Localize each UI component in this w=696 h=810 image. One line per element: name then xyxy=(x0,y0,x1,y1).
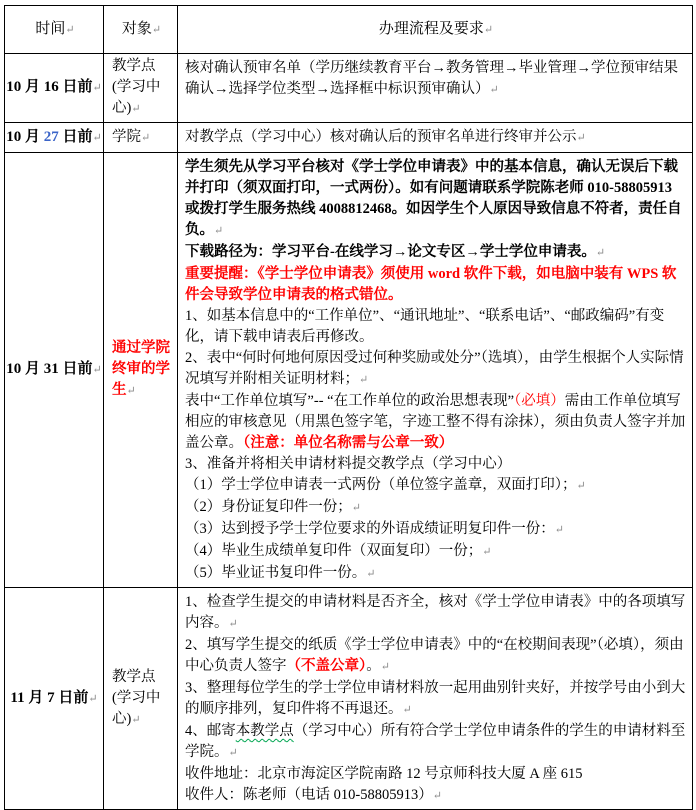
pilcrow-mark: ↵ xyxy=(380,661,390,673)
text-segment: （必填） xyxy=(514,393,565,409)
paragraph xyxy=(185,678,687,721)
text-segment: （1）学士学位申请表一式两份（单位签字盖章，双面打印）； xyxy=(185,477,577,493)
pilcrow-mark: ↵ xyxy=(432,790,442,802)
text-segment: 需由工作单位填写相应的审核意见（用黑色签字笔，字迹工整不得有涂抹），须由负责人签字并加盖公章。 xyxy=(185,393,686,451)
text-segment: 时间 xyxy=(35,20,66,37)
paragraph xyxy=(185,19,687,41)
text-segment: 通过学院终审的学生 xyxy=(112,340,170,398)
text-segment: 2、表中“何时何地何原因受过何种奖励或处分”（选填），由学生根据个人实际情况填写并附相关证明材料； xyxy=(185,350,684,387)
time-cell xyxy=(5,588,104,810)
text-segment: （学习中心）所有符合学士学位申请条件的学生的申请材料至学院。 xyxy=(185,723,686,760)
text-segment: 10 月 31 日前 xyxy=(6,361,93,377)
text-segment: 10 月 16 日前 xyxy=(6,79,93,95)
text-segment: 2、填写学生提交的纸质《学士学位申请表》中的“在校期间表现”（必填），须由中心负责人签字 xyxy=(185,637,684,674)
pilcrow-mark: ↵ xyxy=(131,103,141,115)
paragraph xyxy=(185,58,687,101)
time-cell xyxy=(5,153,104,588)
pilcrow-mark: ↵ xyxy=(482,546,492,558)
table-row-oct31 xyxy=(5,153,693,588)
paragraph xyxy=(185,127,687,149)
paragraph xyxy=(6,359,102,381)
content-cell xyxy=(178,588,693,810)
pilcrow-mark: ↵ xyxy=(359,374,369,386)
text-segment: 学院 xyxy=(112,128,141,145)
paragraph xyxy=(185,475,687,497)
pilcrow-mark: ↵ xyxy=(489,84,499,96)
text-segment: 日前 xyxy=(58,128,93,145)
text-segment: 教学点(学习中心) xyxy=(112,668,161,727)
paragraph xyxy=(185,785,687,807)
pilcrow-mark: ↵ xyxy=(595,247,606,259)
pilcrow-mark: ↵ xyxy=(92,364,102,376)
target-cell xyxy=(104,153,178,588)
text-segment: 3、准备并将相关申请材料提交教学点（学习中心） xyxy=(185,456,512,472)
header-row xyxy=(5,6,693,54)
pilcrow-mark: ↵ xyxy=(228,618,238,630)
pilcrow-mark: ↵ xyxy=(131,713,141,726)
pilcrow-mark: ↵ xyxy=(92,131,102,144)
paragraph xyxy=(6,127,102,149)
text-segment: （不盖公章） xyxy=(286,658,367,674)
pilcrow-mark: ↵ xyxy=(483,23,494,36)
text-segment: 重要提醒：《学士学位申请表》须使用 word 软件下载，如电脑中装有 WPS 软件会导致学位申请表的格式错位。 xyxy=(185,266,677,303)
pilcrow-mark: ↵ xyxy=(214,225,224,237)
paragraph xyxy=(185,721,687,764)
pilcrow-mark: ↵ xyxy=(576,132,586,144)
text-segment: 1、检查学生提交的申请材料是否齐全，核对《学士学位申请表》中的各项填写内容。 xyxy=(185,594,686,631)
table-row-oct27 xyxy=(5,123,693,153)
pilcrow-mark: ↵ xyxy=(351,502,361,514)
paragraph xyxy=(185,497,687,519)
paragraph xyxy=(185,454,687,475)
paragraph xyxy=(185,541,687,563)
text-segment: 教学点(学习中心) xyxy=(112,58,161,116)
paragraph xyxy=(185,635,687,678)
degree-application-schedule-table xyxy=(4,5,693,810)
paragraph xyxy=(112,127,174,149)
pilcrow-mark: ↵ xyxy=(402,704,412,716)
paragraph xyxy=(185,764,687,785)
text-segment: （2）身份证复印件一份； xyxy=(185,499,352,515)
text-segment: 下载路径为：学习平台-在线学习→论文专区→学士学位申请表。 xyxy=(185,244,596,260)
paragraph xyxy=(112,56,174,120)
text-segment: 对教学点（学习中心）核对确认后的预审名单进行终审并公示 xyxy=(185,129,577,145)
pilcrow-mark: ↵ xyxy=(126,385,136,397)
target-cell xyxy=(104,123,178,153)
paragraph xyxy=(185,264,687,306)
text-segment: 核对确认预审名单（学历继续教育平台→教务管理→毕业管理→学位预审结果确认→选择学位类型→选择框中标识预审确认） xyxy=(185,60,678,97)
header-cell-process xyxy=(178,6,693,54)
paragraph xyxy=(185,519,687,541)
target-cell xyxy=(104,588,178,810)
paragraph xyxy=(185,348,687,391)
paragraph xyxy=(112,667,174,731)
pilcrow-mark: ↵ xyxy=(576,480,586,492)
paragraph xyxy=(185,306,687,348)
text-segment: （注意：单位名称需与公章一致） xyxy=(243,435,454,451)
text-segment: 学生须先从学习平台核对《学士学位申请表》中的基本信息，确认无误后下载并打印（须双面打印，一式两份）。如有问题请联系学院陈老师 010-58805913 或拨打学生服务热线 4008812468。如因学生个人原因导致信息不符者，责任自负。 xyxy=(185,159,682,238)
pilcrow-mark: ↵ xyxy=(228,747,238,759)
text-segment: 。 xyxy=(366,658,381,674)
header-cell-time xyxy=(5,6,104,54)
pilcrow-mark: ↵ xyxy=(65,23,75,36)
text-segment: 3、整理每位学生的学士学位申请材料放一起用曲别针夹好，并按学号由小到大的顺序排列，复印件将不再退还。 xyxy=(185,680,686,717)
paragraph xyxy=(12,19,98,41)
text-segment: 本教学点 xyxy=(235,723,294,739)
text-segment: 10 月 xyxy=(6,128,44,145)
content-cell xyxy=(178,153,693,588)
paragraph xyxy=(111,19,172,41)
text-segment: 11 月 7 日前 xyxy=(10,689,89,706)
text-segment: 收件地址：北京市海淀区学院南路 12 号京师科技大厦 A 座 615 xyxy=(185,766,583,782)
text-segment: （4）毕业生成绩单复印件（双面复印）一份； xyxy=(185,543,483,559)
content-cell xyxy=(178,123,693,153)
pilcrow-mark: ↵ xyxy=(88,692,98,705)
paragraph xyxy=(6,688,102,710)
text-segment: （5）毕业证书复印件一份。 xyxy=(185,565,367,581)
pilcrow-mark: ↵ xyxy=(151,23,162,36)
time-cell xyxy=(5,123,104,153)
text-segment: 办理流程及要求 xyxy=(378,20,484,37)
content-cell xyxy=(178,54,693,123)
table-row-nov7 xyxy=(5,588,693,810)
paragraph xyxy=(185,242,687,264)
paragraph xyxy=(185,157,687,242)
table-row-oct16 xyxy=(5,54,693,123)
header-cell-target xyxy=(104,6,178,54)
text-segment: 4、邮寄 xyxy=(185,723,236,739)
text-segment: 收件人：陈老师（电话 010-58805913） xyxy=(185,787,433,803)
time-cell xyxy=(5,54,104,123)
paragraph xyxy=(185,592,687,635)
paragraph xyxy=(112,338,174,402)
pilcrow-mark: ↵ xyxy=(92,82,102,94)
paragraph xyxy=(6,77,102,99)
text-segment: 表中“工作单位填写”-- “在工作单位的政治思想表现” xyxy=(185,393,515,409)
pilcrow-mark: ↵ xyxy=(554,524,564,536)
target-cell xyxy=(104,54,178,123)
text-segment: 27 xyxy=(43,128,59,145)
text-segment: 1、如基本信息中的“工作单位”、“通讯地址”、“联系电话”、“邮政编码”有变化，请下载申请表后再修改。 xyxy=(185,308,665,345)
paragraph xyxy=(185,563,687,585)
pilcrow-mark: ↵ xyxy=(141,131,151,144)
pilcrow-mark: ↵ xyxy=(366,568,376,580)
text-segment: （3）达到授予学士学位要求的外语成绩证明复印件一份： xyxy=(185,521,555,537)
text-segment: 对象 xyxy=(121,20,152,37)
paragraph xyxy=(185,391,687,454)
